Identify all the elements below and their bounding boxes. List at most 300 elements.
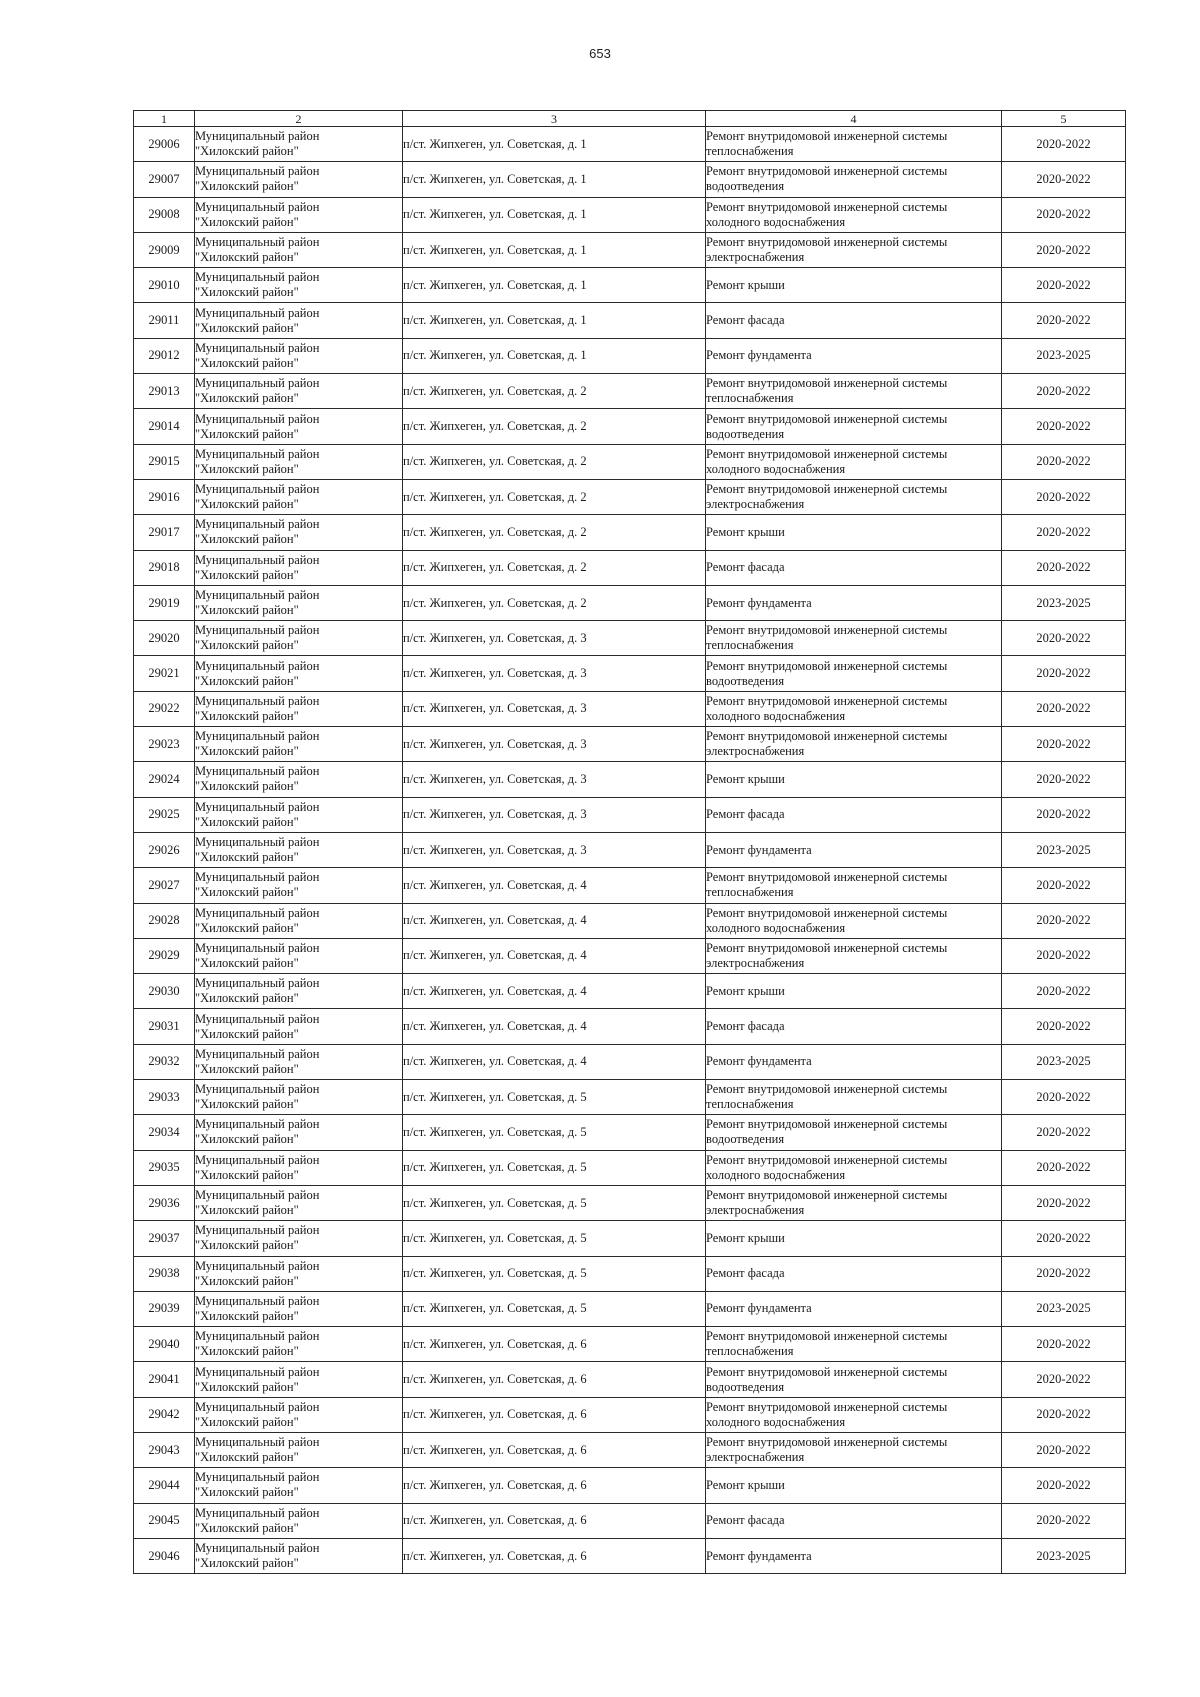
municipality-line-2: "Хилокский район" <box>195 1097 299 1112</box>
municipality-line-2: "Хилокский район" <box>195 991 299 1006</box>
table-row <box>134 1044 1126 1079</box>
row-number: 29017 <box>134 515 195 550</box>
work-type-line-2: водоотведения <box>706 426 785 441</box>
address-cell: п/ст. Жипхеген, ул. Советская, д. 5 <box>403 1185 706 1220</box>
municipality-cell <box>195 621 403 656</box>
table-row <box>134 656 1126 691</box>
row-number: 29010 <box>134 268 195 303</box>
municipality-cell <box>195 162 403 197</box>
work-type-line-2: электроснабжения <box>706 955 805 970</box>
work-type-line-2: холодного водоснабжения <box>706 708 846 723</box>
municipality-line-2: "Хилокский район" <box>195 426 299 441</box>
period-cell: 2020-2022 <box>1002 1115 1126 1150</box>
table-row <box>134 444 1126 479</box>
municipality-cell <box>195 1185 403 1220</box>
work-type-line-1: Ремонт внутридомовой инженерной системы <box>706 729 948 744</box>
municipality-line-2: "Хилокский район" <box>195 285 299 300</box>
work-type-line-2: теплоснабжения <box>706 638 794 653</box>
work-type-cell <box>706 1150 1002 1185</box>
municipality-line-1: Муниципальный район <box>195 411 320 426</box>
table-row <box>134 621 1126 656</box>
work-type-line-1: Ремонт внутридомовой инженерной системы <box>706 482 948 497</box>
work-type-line-1: Ремонт фундамента <box>706 842 812 857</box>
period-cell: 2020-2022 <box>1002 903 1126 938</box>
municipality-line-1: Муниципальный район <box>195 552 320 567</box>
municipality-line-1: Муниципальный район <box>195 693 320 708</box>
work-type-line-1: Ремонт внутридомовой инженерной системы <box>706 1435 948 1450</box>
municipality-line-2: "Хилокский район" <box>195 250 299 265</box>
period-cell: 2020-2022 <box>1002 762 1126 797</box>
work-type-line-1: Ремонт внутридомовой инженерной системы <box>706 940 948 955</box>
municipality-cell <box>195 1468 403 1503</box>
period-cell: 2020-2022 <box>1002 444 1126 479</box>
table-row <box>134 727 1126 762</box>
work-type-cell <box>706 303 1002 338</box>
table-row <box>134 868 1126 903</box>
address-cell: п/ст. Жипхеген, ул. Советская, д. 1 <box>403 232 706 267</box>
row-number: 29035 <box>134 1150 195 1185</box>
work-type-cell <box>706 1115 1002 1150</box>
municipality-cell <box>195 727 403 762</box>
work-type-cell <box>706 162 1002 197</box>
work-type-line-1: Ремонт внутридомовой инженерной системы <box>706 376 948 391</box>
row-number: 29027 <box>134 868 195 903</box>
work-type-cell <box>706 232 1002 267</box>
municipality-line-1: Муниципальный район <box>195 517 320 532</box>
work-type-line-1: Ремонт внутридомовой инженерной системы <box>706 1364 948 1379</box>
work-type-line-1: Ремонт фасада <box>706 560 785 575</box>
municipality-line-2: "Хилокский район" <box>195 1308 299 1323</box>
municipality-line-1: Муниципальный район <box>195 658 320 673</box>
row-number: 29014 <box>134 409 195 444</box>
work-type-line-1: Ремонт внутридомовой инженерной системы <box>706 1152 948 1167</box>
address-cell: п/ст. Жипхеген, ул. Советская, д. 6 <box>403 1503 706 1538</box>
period-cell: 2020-2022 <box>1002 1080 1126 1115</box>
period-cell: 2023-2025 <box>1002 1044 1126 1079</box>
municipality-cell <box>195 515 403 550</box>
work-type-line-1: Ремонт внутридомовой инженерной системы <box>706 1117 948 1132</box>
municipality-line-2: "Хилокский район" <box>195 355 299 370</box>
municipality-line-2: "Хилокский район" <box>195 1238 299 1253</box>
address-cell: п/ст. Жипхеген, ул. Советская, д. 6 <box>403 1538 706 1573</box>
work-type-line-1: Ремонт крыши <box>706 277 785 292</box>
row-number: 29033 <box>134 1080 195 1115</box>
work-type-line-1: Ремонт фасада <box>706 1019 785 1034</box>
municipality-line-1: Муниципальный район <box>195 1223 320 1238</box>
municipality-line-1: Муниципальный район <box>195 799 320 814</box>
municipality-line-1: Муниципальный район <box>195 1293 320 1308</box>
address-cell: п/ст. Жипхеген, ул. Советская, д. 1 <box>403 303 706 338</box>
work-type-line-1: Ремонт фундамента <box>706 1548 812 1563</box>
work-type-cell <box>706 1432 1002 1467</box>
work-type-cell <box>706 374 1002 409</box>
address-cell: п/ст. Жипхеген, ул. Советская, д. 5 <box>403 1291 706 1326</box>
municipality-line-1: Муниципальный район <box>195 1258 320 1273</box>
municipality-line-2: "Хилокский район" <box>195 638 299 653</box>
table-row <box>134 409 1126 444</box>
municipality-cell <box>195 127 403 162</box>
municipality-cell <box>195 1221 403 1256</box>
work-type-line-1: Ремонт крыши <box>706 1230 785 1245</box>
address-cell: п/ст. Жипхеген, ул. Советская, д. 4 <box>403 974 706 1009</box>
work-type-line-2: холодного водоснабжения <box>706 461 846 476</box>
work-type-cell <box>706 938 1002 973</box>
work-type-cell <box>706 621 1002 656</box>
municipality-cell <box>195 656 403 691</box>
row-number: 29038 <box>134 1256 195 1291</box>
row-number: 29015 <box>134 444 195 479</box>
work-type-line-1: Ремонт внутридомовой инженерной системы <box>706 870 948 885</box>
period-cell: 2020-2022 <box>1002 727 1126 762</box>
municipality-line-1: Муниципальный район <box>195 446 320 461</box>
municipality-cell <box>195 797 403 832</box>
work-type-line-1: Ремонт фундамента <box>706 348 812 363</box>
municipality-line-2: "Хилокский район" <box>195 1414 299 1429</box>
row-number: 29029 <box>134 938 195 973</box>
period-cell: 2020-2022 <box>1002 1221 1126 1256</box>
municipality-cell <box>195 374 403 409</box>
period-cell: 2023-2025 <box>1002 585 1126 620</box>
work-type-line-1: Ремонт крыши <box>706 524 785 539</box>
work-type-line-1: Ремонт крыши <box>706 983 785 998</box>
municipality-line-1: Муниципальный район <box>195 1117 320 1132</box>
table-row <box>134 197 1126 232</box>
address-cell: п/ст. Жипхеген, ул. Советская, д. 2 <box>403 444 706 479</box>
work-type-line-1: Ремонт внутридомовой инженерной системы <box>706 905 948 920</box>
work-type-cell <box>706 1538 1002 1573</box>
municipality-line-2: "Хилокский район" <box>195 744 299 759</box>
municipality-line-2: "Хилокский район" <box>195 1450 299 1465</box>
period-cell: 2023-2025 <box>1002 338 1126 373</box>
work-type-line-1: Ремонт внутридомовой инженерной системы <box>706 693 948 708</box>
municipality-cell <box>195 303 403 338</box>
period-cell: 2020-2022 <box>1002 197 1126 232</box>
period-cell: 2020-2022 <box>1002 1150 1126 1185</box>
municipality-line-1: Муниципальный район <box>195 835 320 850</box>
work-type-cell <box>706 1185 1002 1220</box>
municipality-cell <box>195 1150 403 1185</box>
table-row <box>134 1221 1126 1256</box>
municipality-line-2: "Хилокский район" <box>195 1520 299 1535</box>
municipality-cell <box>195 903 403 938</box>
municipality-cell <box>195 338 403 373</box>
period-cell: 2020-2022 <box>1002 974 1126 1009</box>
table-row <box>134 1362 1126 1397</box>
address-cell: п/ст. Жипхеген, ул. Советская, д. 3 <box>403 621 706 656</box>
period-cell: 2020-2022 <box>1002 162 1126 197</box>
address-cell: п/ст. Жипхеген, ул. Советская, д. 2 <box>403 479 706 514</box>
period-cell: 2020-2022 <box>1002 232 1126 267</box>
work-type-line-2: электроснабжения <box>706 1203 805 1218</box>
work-type-cell <box>706 1468 1002 1503</box>
municipality-line-2: "Хилокский район" <box>195 1485 299 1500</box>
table-row <box>134 1009 1126 1044</box>
table-row <box>134 1503 1126 1538</box>
work-type-cell <box>706 409 1002 444</box>
municipality-line-1: Муниципальный район <box>195 623 320 638</box>
work-type-cell <box>706 903 1002 938</box>
address-cell: п/ст. Жипхеген, ул. Советская, д. 4 <box>403 903 706 938</box>
address-cell: п/ст. Жипхеген, ул. Советская, д. 5 <box>403 1221 706 1256</box>
municipality-line-1: Муниципальный район <box>195 870 320 885</box>
row-number: 29036 <box>134 1185 195 1220</box>
work-type-cell <box>706 797 1002 832</box>
address-cell: п/ст. Жипхеген, ул. Советская, д. 3 <box>403 832 706 867</box>
work-type-cell <box>706 1044 1002 1079</box>
work-type-line-1: Ремонт крыши <box>706 771 785 786</box>
municipality-line-1: Муниципальный район <box>195 235 320 250</box>
municipality-line-2: "Хилокский район" <box>195 885 299 900</box>
table-row <box>134 268 1126 303</box>
municipality-line-2: "Хилокский район" <box>195 567 299 582</box>
work-type-line-2: теплоснабжения <box>706 144 794 159</box>
municipality-line-1: Муниципальный район <box>195 1046 320 1061</box>
municipality-line-2: "Хилокский район" <box>195 391 299 406</box>
municipality-line-2: "Хилокский район" <box>195 320 299 335</box>
work-type-cell <box>706 444 1002 479</box>
address-cell: п/ст. Жипхеген, ул. Советская, д. 2 <box>403 409 706 444</box>
table-row <box>134 974 1126 1009</box>
municipality-line-1: Муниципальный район <box>195 1541 320 1556</box>
municipality-cell <box>195 585 403 620</box>
row-number: 29019 <box>134 585 195 620</box>
work-type-cell <box>706 1221 1002 1256</box>
table-row <box>134 1256 1126 1291</box>
work-type-line-1: Ремонт фасада <box>706 313 785 328</box>
period-cell: 2020-2022 <box>1002 1432 1126 1467</box>
address-cell: п/ст. Жипхеген, ул. Советская, д. 6 <box>403 1432 706 1467</box>
column-number-row <box>134 111 1126 127</box>
work-type-cell <box>706 1327 1002 1362</box>
municipality-cell <box>195 1503 403 1538</box>
period-cell: 2020-2022 <box>1002 938 1126 973</box>
work-type-line-1: Ремонт внутридомовой инженерной системы <box>706 411 948 426</box>
work-type-cell <box>706 691 1002 726</box>
work-type-line-2: холодного водоснабжения <box>706 920 846 935</box>
municipality-cell <box>195 938 403 973</box>
period-cell: 2020-2022 <box>1002 656 1126 691</box>
municipality-line-1: Муниципальный район <box>195 1152 320 1167</box>
address-cell: п/ст. Жипхеген, ул. Советская, д. 1 <box>403 127 706 162</box>
municipality-line-1: Муниципальный район <box>195 1505 320 1520</box>
work-type-line-1: Ремонт фасада <box>706 1266 785 1281</box>
work-type-line-2: теплоснабжения <box>706 1097 794 1112</box>
period-cell: 2020-2022 <box>1002 374 1126 409</box>
address-cell: п/ст. Жипхеген, ул. Советская, д. 2 <box>403 515 706 550</box>
work-type-line-1: Ремонт внутридомовой инженерной системы <box>706 129 948 144</box>
period-cell: 2020-2022 <box>1002 1009 1126 1044</box>
work-type-line-2: теплоснабжения <box>706 391 794 406</box>
table-row <box>134 232 1126 267</box>
row-number: 29042 <box>134 1397 195 1432</box>
municipality-line-1: Муниципальный район <box>195 1470 320 1485</box>
work-type-line-2: холодного водоснабжения <box>706 1167 846 1182</box>
table-row <box>134 338 1126 373</box>
work-type-cell <box>706 1397 1002 1432</box>
municipality-line-2: "Хилокский район" <box>195 214 299 229</box>
table-row <box>134 1538 1126 1573</box>
municipality-line-2: "Хилокский район" <box>195 144 299 159</box>
work-type-cell <box>706 762 1002 797</box>
column-header-4: 4 <box>706 111 1002 127</box>
municipality-line-1: Муниципальный район <box>195 270 320 285</box>
column-header-2: 2 <box>195 111 403 127</box>
work-type-line-1: Ремонт внутридомовой инженерной системы <box>706 1399 948 1414</box>
table-row <box>134 797 1126 832</box>
municipality-cell <box>195 1080 403 1115</box>
work-type-line-2: водоотведения <box>706 673 785 688</box>
period-cell: 2023-2025 <box>1002 832 1126 867</box>
municipality-line-1: Муниципальный район <box>195 482 320 497</box>
address-cell: п/ст. Жипхеген, ул. Советская, д. 4 <box>403 868 706 903</box>
municipality-cell <box>195 268 403 303</box>
municipality-line-2: "Хилокский район" <box>195 1344 299 1359</box>
address-cell: п/ст. Жипхеген, ул. Советская, д. 5 <box>403 1150 706 1185</box>
work-type-cell <box>706 127 1002 162</box>
address-cell: п/ст. Жипхеген, ул. Советская, д. 5 <box>403 1256 706 1291</box>
work-type-line-2: теплоснабжения <box>706 885 794 900</box>
table-row <box>134 515 1126 550</box>
work-type-line-1: Ремонт внутридомовой инженерной системы <box>706 235 948 250</box>
row-number: 29034 <box>134 1115 195 1150</box>
period-cell: 2020-2022 <box>1002 303 1126 338</box>
municipality-line-2: "Хилокский район" <box>195 1061 299 1076</box>
period-cell: 2020-2022 <box>1002 479 1126 514</box>
municipality-line-1: Муниципальный район <box>195 905 320 920</box>
table-row <box>134 1080 1126 1115</box>
municipality-line-1: Муниципальный район <box>195 1082 320 1097</box>
municipality-cell <box>195 550 403 585</box>
row-number: 29018 <box>134 550 195 585</box>
municipality-line-2: "Хилокский район" <box>195 850 299 865</box>
work-type-cell <box>706 1291 1002 1326</box>
municipality-cell <box>195 1397 403 1432</box>
municipality-cell <box>195 1044 403 1079</box>
municipality-line-1: Муниципальный район <box>195 129 320 144</box>
address-cell: п/ст. Жипхеген, ул. Советская, д. 3 <box>403 797 706 832</box>
row-number: 29024 <box>134 762 195 797</box>
period-cell: 2020-2022 <box>1002 409 1126 444</box>
work-type-line-2: водоотведения <box>706 1379 785 1394</box>
work-type-line-1: Ремонт внутридомовой инженерной системы <box>706 658 948 673</box>
municipality-cell <box>195 1538 403 1573</box>
address-cell: п/ст. Жипхеген, ул. Советская, д. 1 <box>403 162 706 197</box>
municipality-cell <box>195 479 403 514</box>
address-cell: п/ст. Жипхеген, ул. Советская, д. 1 <box>403 197 706 232</box>
row-number: 29011 <box>134 303 195 338</box>
work-type-cell <box>706 1009 1002 1044</box>
work-type-line-1: Ремонт внутридомовой инженерной системы <box>706 1188 948 1203</box>
municipality-line-1: Муниципальный район <box>195 199 320 214</box>
work-type-line-2: водоотведения <box>706 1132 785 1147</box>
table-row <box>134 162 1126 197</box>
row-number: 29031 <box>134 1009 195 1044</box>
row-number: 29007 <box>134 162 195 197</box>
work-type-line-2: электроснабжения <box>706 1450 805 1465</box>
address-cell: п/ст. Жипхеген, ул. Советская, д. 5 <box>403 1115 706 1150</box>
work-type-cell <box>706 974 1002 1009</box>
municipality-line-1: Муниципальный район <box>195 1329 320 1344</box>
row-number: 29022 <box>134 691 195 726</box>
table-row <box>134 303 1126 338</box>
table-row <box>134 1150 1126 1185</box>
municipality-cell <box>195 1291 403 1326</box>
municipality-cell <box>195 1256 403 1291</box>
municipality-line-1: Муниципальный район <box>195 729 320 744</box>
row-number: 29045 <box>134 1503 195 1538</box>
work-type-cell <box>706 338 1002 373</box>
address-cell: п/ст. Жипхеген, ул. Советская, д. 5 <box>403 1080 706 1115</box>
period-cell: 2020-2022 <box>1002 1362 1126 1397</box>
municipality-line-1: Муниципальный район <box>195 764 320 779</box>
row-number: 29012 <box>134 338 195 373</box>
municipality-line-2: "Хилокский район" <box>195 1273 299 1288</box>
address-cell: п/ст. Жипхеген, ул. Советская, д. 2 <box>403 374 706 409</box>
address-cell: п/ст. Жипхеген, ул. Советская, д. 1 <box>403 268 706 303</box>
row-number: 29044 <box>134 1468 195 1503</box>
municipality-cell <box>195 868 403 903</box>
table-row <box>134 691 1126 726</box>
municipality-line-1: Муниципальный район <box>195 376 320 391</box>
municipality-line-1: Муниципальный район <box>195 940 320 955</box>
address-cell: п/ст. Жипхеген, ул. Советская, д. 4 <box>403 938 706 973</box>
work-type-cell <box>706 868 1002 903</box>
row-number: 29046 <box>134 1538 195 1573</box>
period-cell: 2020-2022 <box>1002 515 1126 550</box>
row-number: 29006 <box>134 127 195 162</box>
municipality-line-1: Муниципальный район <box>195 1364 320 1379</box>
table-row <box>134 1327 1126 1362</box>
address-cell: п/ст. Жипхеген, ул. Советская, д. 4 <box>403 1044 706 1079</box>
row-number: 29040 <box>134 1327 195 1362</box>
municipality-line-2: "Хилокский район" <box>195 779 299 794</box>
municipality-line-1: Муниципальный район <box>195 588 320 602</box>
row-number: 29028 <box>134 903 195 938</box>
work-type-line-2: электроснабжения <box>706 250 805 265</box>
municipality-line-2: "Хилокский район" <box>195 1167 299 1182</box>
period-cell: 2020-2022 <box>1002 127 1126 162</box>
table-row <box>134 1291 1126 1326</box>
municipality-line-2: "Хилокский район" <box>195 1556 299 1571</box>
period-cell: 2020-2022 <box>1002 1185 1126 1220</box>
table-row <box>134 938 1126 973</box>
work-type-cell <box>706 1362 1002 1397</box>
work-type-line-2: электроснабжения <box>706 497 805 512</box>
row-number: 29037 <box>134 1221 195 1256</box>
work-type-cell <box>706 1256 1002 1291</box>
municipality-line-2: "Хилокский район" <box>195 179 299 194</box>
work-type-line-2: холодного водоснабжения <box>706 1414 846 1429</box>
municipality-cell <box>195 1009 403 1044</box>
work-type-cell <box>706 479 1002 514</box>
row-number: 29030 <box>134 974 195 1009</box>
table-row <box>134 550 1126 585</box>
table-row <box>134 1115 1126 1150</box>
column-header-1: 1 <box>134 111 195 127</box>
column-header-3: 3 <box>403 111 706 127</box>
address-cell: п/ст. Жипхеген, ул. Советская, д. 2 <box>403 550 706 585</box>
address-cell: п/ст. Жипхеген, ул. Советская, д. 4 <box>403 1009 706 1044</box>
period-cell: 2023-2025 <box>1002 1538 1126 1573</box>
address-cell: п/ст. Жипхеген, ул. Советская, д. 1 <box>403 338 706 373</box>
municipality-cell <box>195 1362 403 1397</box>
table-row <box>134 585 1126 620</box>
address-cell: п/ст. Жипхеген, ул. Советская, д. 6 <box>403 1397 706 1432</box>
municipality-line-1: Муниципальный район <box>195 1011 320 1026</box>
period-cell: 2020-2022 <box>1002 1256 1126 1291</box>
period-cell: 2020-2022 <box>1002 691 1126 726</box>
work-type-cell <box>706 585 1002 620</box>
